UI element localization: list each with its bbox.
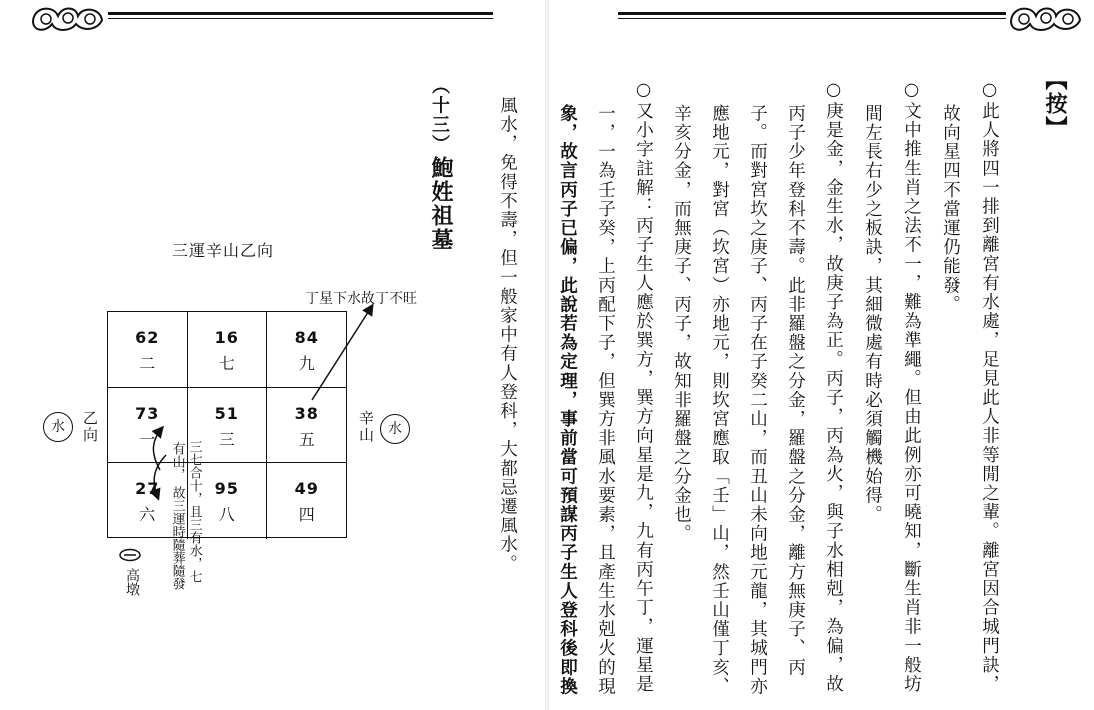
text-column: 辛亥分金，而無庚子、丙子，故知非羅盤之分金也。	[671, 104, 692, 544]
arrow-seven-to-three	[153, 428, 162, 470]
chart-inner-note: 有山，	[169, 442, 185, 481]
text-column: 一，一為壬子癸，上丙配下子，但巽方非風水要素，且產生水剋火的現	[595, 104, 616, 697]
mound-label: 高墩	[124, 568, 140, 596]
chart-inner-note: 故三運時隨葬隨發	[169, 486, 185, 590]
cell-period-star: 二	[139, 354, 156, 373]
cell-period-star: 八	[218, 505, 235, 524]
cell-stars: 51	[214, 403, 239, 423]
arrow-to-top-note	[312, 306, 372, 400]
cell-stars: 27	[135, 479, 160, 498]
chart-inner-note: 三七合十，且三有水，七	[186, 440, 202, 583]
cell-period-star: 九	[298, 354, 315, 373]
text-column: 間左長右少之板訣，其細微處有時必須觸機始得。	[862, 104, 883, 525]
text-column: 故向星四不當運仍能發。	[940, 104, 961, 315]
text-column: ○文中推生肖之法不一，難為準繩。但由此例亦可曉知，斷生肖非一般坊	[901, 80, 922, 694]
cell-stars: 49	[294, 479, 319, 498]
cell-period-star: 五	[298, 429, 315, 449]
direction-label-right: 辛山	[357, 410, 375, 444]
direction-label-left: 乙向	[81, 410, 99, 444]
cell-stars: 16	[214, 328, 239, 347]
cell-stars: 73	[135, 403, 160, 423]
cell-period-star: 四	[298, 505, 315, 524]
section-number: （十三）	[429, 76, 450, 155]
cell-stars: 95	[214, 479, 239, 498]
water-marker-right: 水	[380, 414, 410, 444]
cell-stars: 38	[294, 403, 319, 423]
text-column: 象，故言丙子已偏，此說若為定理，事前當可預謀丙子生人登科後即換	[557, 104, 578, 697]
cell-stars: 84	[294, 328, 319, 347]
text-column: 應地元，對宮（坎宮）亦地元，則坎宮應取「壬」山，然壬山僅丁亥、	[709, 104, 730, 697]
commentary-heading: 【按】	[1042, 68, 1068, 140]
text-column: 風水，免得不壽，但一般家中有人登科，大都忌遷風水。	[497, 96, 518, 574]
cell-period-star: 三	[218, 429, 235, 449]
cell-period-star: 一	[139, 429, 156, 449]
text-column: 子。而對宮坎之庚子、丙子在子癸二山，而丑山未向地元龍，其城門亦	[747, 104, 768, 697]
cell-period-star: 六	[139, 505, 156, 524]
text-column: ○庚是金，金生水，故庚子為正。丙子，丙為火，與子水相剋，為偏，故	[823, 80, 844, 694]
text-column: ○又小字註解：丙子生人應於巽方，巽方向星是九，九有丙午丁，運星是	[633, 80, 654, 694]
water-marker-left: 水	[43, 412, 73, 442]
cell-period-star: 七	[218, 354, 235, 373]
text-column: 丙子少年登科不壽。此非羅盤之分金，羅盤之分金，離方無庚子、丙	[785, 104, 806, 677]
cell-stars: 62	[135, 328, 160, 347]
text-column: ○此人將四一排到離宮有水處，足見此人非等閒之輩。離宮因合城門訣，	[979, 80, 1000, 694]
chart-title: 三運辛山乙向	[172, 241, 275, 260]
section-title: 鮑姓祖墓	[428, 156, 454, 252]
chart-top-note: 丁星下水故丁不旺	[305, 291, 417, 307]
